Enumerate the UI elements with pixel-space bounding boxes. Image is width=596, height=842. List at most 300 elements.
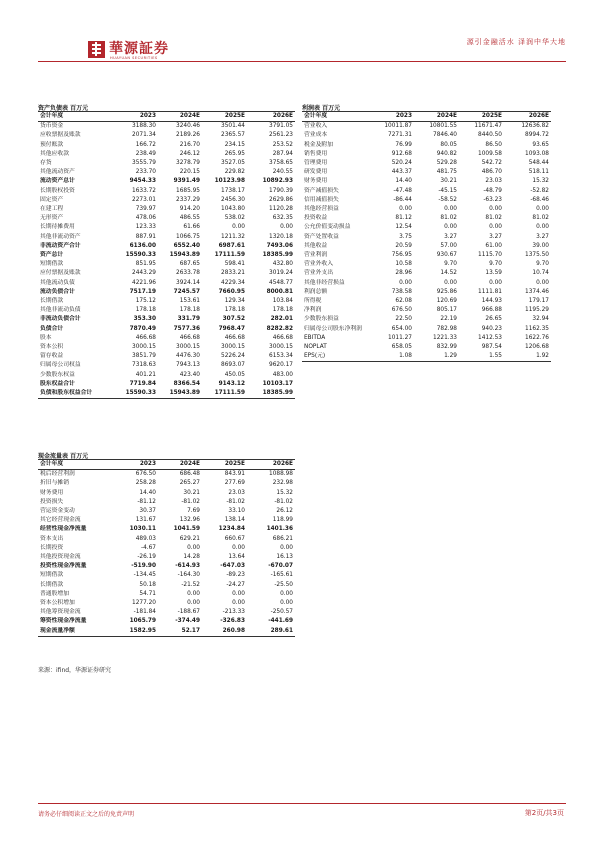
row-label: 营业利润: [304, 252, 328, 259]
row-value: 4548.77: [269, 279, 293, 286]
row-value: 4221.96: [132, 279, 156, 286]
row-value: 10801.55: [429, 123, 457, 130]
row-value: 15943.89: [169, 252, 200, 259]
column-header-year: 2026E: [247, 460, 295, 470]
table-row: [38, 279, 295, 288]
table-row: [302, 242, 551, 251]
table-row: [302, 260, 551, 269]
row-value: -25.50: [274, 581, 293, 588]
row-value: 86.50: [485, 141, 502, 148]
row-label: 资本支出: [40, 535, 64, 542]
row-value: 0.00: [280, 224, 293, 231]
row-value: 466.68: [135, 334, 156, 341]
row-value: 687.65: [179, 261, 200, 268]
column-header-year: 2024E: [158, 460, 202, 470]
row-value: 518.11: [528, 169, 549, 176]
row-label: 其他收益: [304, 242, 328, 249]
row-value: 676.50: [135, 471, 156, 478]
table-row: [302, 196, 551, 205]
row-value: -58.52: [438, 196, 457, 203]
row-value: 8693.07: [221, 362, 245, 369]
source-note: 来源：ifind，华源证券研究: [38, 667, 112, 674]
row-value: 851.95: [135, 261, 156, 268]
row-value: -213.33: [222, 609, 245, 616]
row-value: 7493.06: [266, 242, 293, 249]
row-value: 277.69: [224, 480, 245, 487]
row-value: 0.00: [489, 206, 502, 213]
row-value: 9454.33: [129, 178, 156, 185]
row-value: 129.34: [224, 298, 245, 305]
table-row: [38, 177, 295, 186]
row-value: 2633.78: [176, 270, 200, 277]
row-value: 3758.65: [269, 160, 293, 167]
row-value: 132.96: [179, 517, 200, 524]
table-header-row: [302, 112, 551, 122]
row-value: 81.12: [395, 215, 412, 222]
table-row: [38, 553, 295, 562]
row-value: 0.00: [536, 279, 549, 286]
row-label: 折旧与摊销: [40, 480, 69, 487]
table-row: [38, 297, 295, 306]
table-row: [38, 306, 295, 315]
row-value: -26.19: [137, 554, 156, 561]
row-label: 其他非流动资产: [40, 233, 81, 240]
row-value: 1066.75: [176, 233, 200, 240]
row-value: 23.03: [485, 178, 502, 185]
table-row: [38, 380, 295, 389]
row-value: -68.46: [530, 196, 549, 203]
row-value: 7271.31: [388, 132, 412, 139]
row-label: 公允价值变动损益: [304, 224, 351, 231]
row-value: 76.99: [395, 141, 412, 148]
row-value: 229.82: [224, 169, 245, 176]
column-header-year: 2024E: [414, 112, 459, 122]
row-label: 投资性现金净流量: [40, 563, 87, 570]
table-row: [38, 571, 295, 580]
row-value: 0.00: [399, 279, 412, 286]
row-value: 0.00: [444, 279, 457, 286]
row-value: -164.30: [177, 572, 200, 579]
row-value: 1582.95: [113, 627, 158, 637]
row-value: 0.00: [187, 544, 200, 551]
row-value: 2456.30: [221, 196, 245, 203]
column-header-year: 2025E: [202, 112, 247, 122]
row-value: 0.00: [444, 206, 457, 213]
row-value: -614.93: [175, 563, 200, 570]
row-value: 178.18: [272, 307, 293, 314]
row-value: 61.66: [183, 224, 200, 231]
row-label: 少数股东损益: [304, 316, 339, 323]
row-label: 其他非流动负债: [40, 307, 81, 314]
row-label: 其它经营现金流: [40, 517, 81, 524]
row-value: 10892.93: [262, 178, 293, 185]
row-value: 22.19: [440, 316, 457, 323]
column-header-year: 2023: [113, 460, 158, 470]
table-row: [38, 269, 295, 278]
row-value: 62.08: [395, 298, 412, 305]
row-value: 3791.05: [269, 123, 293, 130]
table-row: [302, 334, 551, 343]
row-value: 22.50: [395, 316, 412, 323]
column-header-label: 会计年度: [302, 112, 368, 122]
row-value: 12.54: [395, 224, 412, 231]
row-value: 9620.17: [269, 362, 293, 369]
row-label: 筹资性现金净流量: [40, 618, 87, 625]
row-value: 166.72: [135, 141, 156, 148]
row-value: -134.45: [133, 572, 156, 579]
row-value: 1162.35: [525, 325, 549, 332]
row-value: 676.50: [391, 307, 412, 314]
table-row: [302, 233, 551, 242]
row-value: 486.55: [179, 215, 200, 222]
row-label: 其他经营损益: [304, 206, 339, 213]
row-value: 8282.82: [266, 325, 293, 332]
row-value: 0.00: [232, 600, 245, 607]
row-value: 1065.79: [129, 618, 156, 625]
table-row: [38, 599, 295, 608]
row-label: 货币资金: [40, 123, 64, 130]
row-value: 660.67: [224, 535, 245, 542]
row-value: -52.82: [530, 187, 549, 194]
row-value: 178.18: [135, 307, 156, 314]
row-label: 其他非经营损益: [304, 279, 345, 286]
table-row: [38, 361, 295, 370]
row-label: 短期借款: [40, 261, 64, 268]
column-header-year: 2025E: [459, 112, 504, 122]
row-value: 2365.57: [221, 132, 245, 139]
row-value: 489.03: [135, 535, 156, 542]
row-label: 资产处置收益: [304, 233, 339, 240]
table-row: [38, 389, 295, 399]
row-value: 0.00: [232, 224, 245, 231]
row-label: 其他应收款: [40, 150, 69, 157]
table-row: [302, 187, 551, 196]
row-value: 3.27: [444, 233, 457, 240]
table-row: [302, 352, 551, 362]
row-value: 966.88: [481, 307, 502, 314]
row-label: 应付票据及账款: [40, 270, 81, 277]
row-value: 1.92: [504, 352, 551, 362]
row-value: 1088.98: [269, 471, 293, 478]
row-value: 153.61: [179, 298, 200, 305]
row-value: 1115.70: [478, 252, 502, 259]
row-value: 0.00: [280, 590, 293, 597]
row-value: 20.59: [395, 242, 412, 249]
balance-sheet-table: [38, 111, 295, 399]
table-row: [302, 159, 551, 168]
table-row: [38, 507, 295, 516]
row-value: 832.99: [436, 344, 457, 351]
table-row: [302, 288, 551, 297]
row-value: 138.14: [224, 517, 245, 524]
row-value: 18385.99: [262, 252, 293, 259]
row-value: 9391.49: [173, 178, 200, 185]
table-row: [38, 122, 295, 132]
column-header-year: 2026E: [247, 112, 295, 122]
row-value: 3000.15: [176, 344, 200, 351]
row-value: 30.21: [183, 489, 200, 496]
row-value: 9.70: [489, 261, 502, 268]
row-value: 1685.95: [176, 187, 200, 194]
row-value: 1195.29: [525, 307, 549, 314]
row-value: 4229.34: [221, 279, 245, 286]
row-value: 57.00: [440, 242, 457, 249]
row-value: -81.12: [137, 498, 156, 505]
row-value: 3000.15: [221, 344, 245, 351]
row-label: 无形资产: [40, 215, 64, 222]
row-value: 1030.11: [129, 526, 156, 533]
row-value: 843.91: [224, 471, 245, 478]
table-row: [38, 205, 295, 214]
row-value: 26.65: [485, 316, 502, 323]
table-row: [38, 581, 295, 590]
row-value: 13.59: [485, 270, 502, 277]
row-value: 0.00: [489, 224, 502, 231]
income-statement-table: [302, 111, 551, 362]
row-value: 1093.08: [525, 150, 549, 157]
column-header-year: 2023: [113, 112, 158, 122]
row-value: 7870.49: [129, 325, 156, 332]
row-value: 3240.46: [176, 123, 200, 130]
table-row: [38, 498, 295, 507]
row-value: 548.44: [528, 160, 549, 167]
row-value: -647.03: [220, 563, 245, 570]
row-value: 0.00: [444, 224, 457, 231]
row-label: 股本: [40, 334, 52, 341]
row-label: 存货: [40, 160, 52, 167]
table-row: [38, 325, 295, 334]
row-value: 1633.72: [132, 187, 156, 194]
row-label: 负债合计: [40, 325, 64, 332]
table-row: [38, 334, 295, 343]
company-logo-icon: [88, 41, 105, 58]
table-row: [38, 562, 295, 571]
row-value: 3188.30: [132, 123, 156, 130]
company-name-en: HUAYUAN SECURITIES: [110, 56, 158, 60]
row-value: 8994.72: [525, 132, 549, 139]
row-value: 1221.33: [433, 334, 457, 341]
row-value: 443.37: [391, 169, 412, 176]
row-value: 54.71: [139, 590, 156, 597]
row-value: -81.02: [181, 498, 200, 505]
row-label: 税后经营利润: [40, 471, 75, 478]
row-value: 144.93: [481, 298, 502, 305]
row-value: 598.41: [224, 261, 245, 268]
table-row: [38, 233, 295, 242]
row-label: 负债和股东权益合计: [38, 389, 113, 399]
row-value: 7517.19: [129, 288, 156, 295]
table-row: [302, 325, 551, 334]
table-row: [38, 343, 295, 352]
table-row: [38, 251, 295, 260]
row-value: 7719.84: [129, 380, 156, 387]
row-value: 80.05: [440, 141, 457, 148]
table-row: [38, 223, 295, 232]
row-value: 2561.23: [269, 132, 293, 139]
row-value: -81.02: [274, 498, 293, 505]
row-label: 归属母公司股东净利润: [304, 325, 362, 332]
row-value: 6987.61: [218, 242, 245, 249]
row-value: 123.33: [135, 224, 156, 231]
row-value: 1412.53: [478, 334, 502, 341]
row-value: 0.00: [399, 206, 412, 213]
column-header-label: 会计年度: [38, 460, 113, 470]
row-value: 1277.20: [132, 600, 156, 607]
row-value: 10103.17: [262, 380, 293, 387]
row-label: 其他投资现金流: [40, 554, 81, 561]
row-label: 普通股增加: [40, 590, 69, 597]
row-value: 2189.26: [176, 132, 200, 139]
row-value: 542.72: [481, 160, 502, 167]
row-label: 营业外收入: [304, 261, 333, 268]
table-row: [38, 535, 295, 544]
row-value: 28.96: [395, 270, 412, 277]
row-value: 52.17: [158, 627, 202, 637]
row-label: 归属母公司权益: [40, 362, 81, 369]
row-label: EBITDA: [304, 334, 326, 341]
row-value: 10123.98: [214, 178, 245, 185]
row-value: 15590.33: [113, 389, 158, 399]
row-value: 179.17: [528, 298, 549, 305]
row-label: 财务费用: [40, 489, 64, 496]
row-value: -165.61: [270, 572, 293, 579]
row-label: 流动资产总计: [40, 178, 75, 185]
row-value: -89.23: [226, 572, 245, 579]
row-value: 1.29: [414, 352, 459, 362]
row-value: 3501.44: [221, 123, 245, 130]
row-label: 研发费用: [304, 169, 328, 176]
row-value: 738.58: [391, 288, 412, 295]
table-row: [302, 251, 551, 260]
row-value: 120.69: [436, 298, 457, 305]
row-label: 长期股权投资: [40, 187, 75, 194]
row-value: -181.84: [133, 609, 156, 616]
row-label: 股东权益合计: [40, 380, 75, 387]
row-value: 1738.17: [221, 187, 245, 194]
table-row: [38, 196, 295, 205]
row-value: -45.15: [438, 187, 457, 194]
row-value: 432.80: [272, 261, 293, 268]
row-value: 6153.34: [269, 353, 293, 360]
row-value: -24.27: [226, 581, 245, 588]
row-value: 1111.81: [478, 288, 502, 295]
row-label: 其他筹资现金流: [40, 609, 81, 616]
table-row: [302, 223, 551, 232]
row-value: 3527.05: [221, 160, 245, 167]
table-row: [302, 315, 551, 324]
row-value: 0.00: [232, 544, 245, 551]
row-value: 7318.63: [132, 362, 156, 369]
row-label: 资产减值损失: [304, 187, 339, 194]
row-value: 11671.47: [474, 123, 502, 130]
row-value: 401.21: [135, 371, 156, 378]
row-value: 1790.39: [269, 187, 293, 194]
row-value: -374.49: [175, 618, 200, 625]
table-row: [302, 306, 551, 315]
row-value: 1375.50: [525, 252, 549, 259]
table-header-row: [38, 112, 295, 122]
row-value: 282.01: [270, 316, 293, 323]
table-row: [38, 214, 295, 223]
row-value: -519.90: [131, 563, 156, 570]
row-label: 财务费用: [304, 178, 328, 185]
row-value: -48.79: [483, 187, 502, 194]
row-value: 486.70: [481, 169, 502, 176]
row-value: 466.68: [272, 334, 293, 341]
row-value: 33.10: [228, 508, 245, 515]
row-value: 8440.50: [478, 132, 502, 139]
table-row: [38, 371, 295, 380]
row-value: 7968.47: [218, 325, 245, 332]
row-label: EPS(元): [302, 352, 368, 362]
row-value: 686.48: [179, 471, 200, 478]
row-label: 预付账款: [40, 141, 64, 148]
row-value: 3278.79: [176, 160, 200, 167]
row-value: 940.82: [436, 150, 457, 157]
row-value: 450.05: [224, 371, 245, 378]
row-value: 30.21: [440, 178, 457, 185]
table-row: [302, 131, 551, 140]
column-header-year: 2025E: [202, 460, 247, 470]
row-value: 3555.79: [132, 160, 156, 167]
table-row: [38, 590, 295, 599]
row-label: 其他流动负债: [40, 279, 75, 286]
row-value: -250.57: [270, 609, 293, 616]
row-value: 423.40: [179, 371, 200, 378]
table-row: [302, 141, 551, 150]
row-value: 18385.99: [247, 389, 295, 399]
row-value: 118.99: [272, 517, 293, 524]
table-row: [38, 131, 295, 140]
row-value: 3.27: [536, 233, 549, 240]
row-value: -47.48: [393, 187, 412, 194]
row-label: 固定资产: [40, 196, 64, 203]
row-value: 10.74: [532, 270, 549, 277]
table-row: [302, 343, 551, 352]
row-value: 1206.68: [525, 344, 549, 351]
row-value: 0.00: [187, 590, 200, 597]
row-label: 长期借款: [40, 581, 64, 588]
row-value: 629.21: [179, 535, 200, 542]
row-label: 其他流动资产: [40, 169, 75, 176]
row-value: 10011.87: [384, 123, 412, 130]
row-value: 5226.24: [221, 353, 245, 360]
table-row: [38, 544, 295, 553]
row-value: 3.27: [489, 233, 502, 240]
row-label: 资本公积: [40, 344, 64, 351]
row-label: 长期待摊费用: [40, 224, 75, 231]
row-value: 220.15: [179, 169, 200, 176]
row-value: 2273.01: [132, 196, 156, 203]
table-row: [38, 315, 295, 324]
table-row: [38, 260, 295, 269]
row-value: 914.20: [179, 206, 200, 213]
cashflow-title: 现金流量表 百万元: [38, 453, 89, 460]
row-value: -441.69: [268, 618, 293, 625]
table-row: [302, 269, 551, 278]
row-label: NOPLAT: [304, 344, 327, 351]
row-value: 15.32: [276, 489, 293, 496]
table-row: [38, 617, 295, 626]
row-value: 1009.58: [478, 150, 502, 157]
row-value: 466.68: [179, 334, 200, 341]
row-value: 233.70: [135, 169, 156, 176]
row-value: 232.98: [272, 480, 293, 487]
row-value: 466.68: [224, 334, 245, 341]
row-value: 0.00: [232, 590, 245, 597]
balance-sheet-title: 资产负债表 百万元: [38, 105, 89, 112]
row-label: 销售费用: [304, 150, 328, 157]
